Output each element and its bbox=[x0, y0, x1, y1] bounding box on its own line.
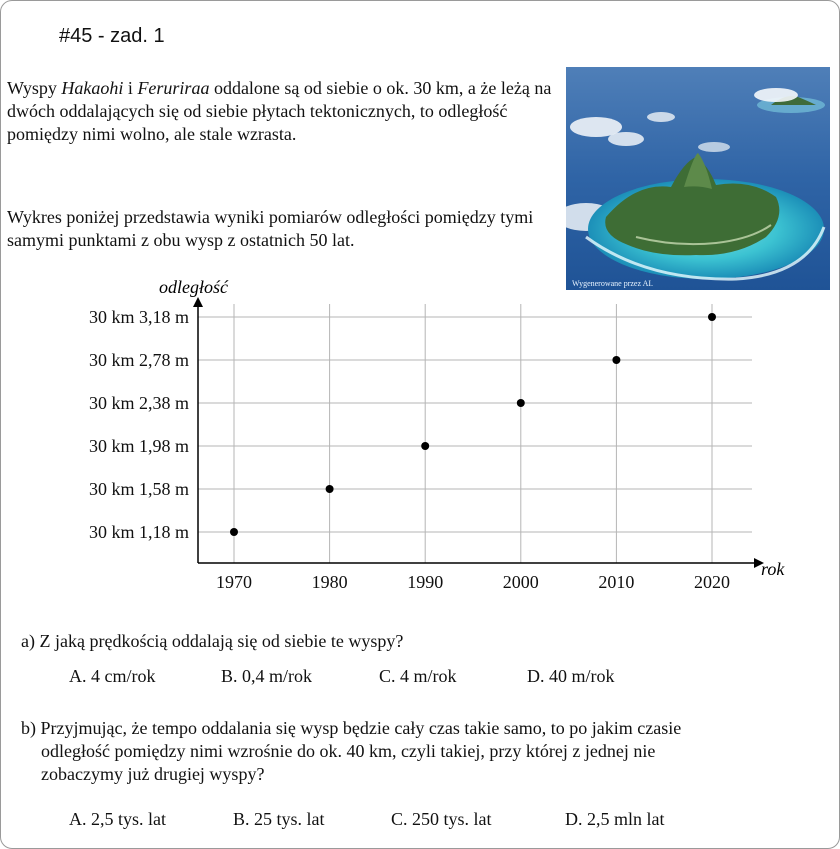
x-tick-label-1: 1980 bbox=[311, 572, 348, 591]
data-point-2000 bbox=[517, 399, 525, 407]
x-tick-label-2: 1990 bbox=[407, 572, 444, 591]
option-a-d[interactable]: D. 40 m/rok bbox=[527, 666, 615, 686]
island-photo bbox=[566, 67, 830, 290]
photo-credit: Wygenerowane przez AI. bbox=[572, 279, 654, 288]
distance-chart bbox=[1, 271, 840, 591]
y-tick-label-2: 30 km 1,98 m bbox=[88, 436, 189, 456]
y-tick-label-1: 30 km 1,58 m bbox=[88, 479, 189, 499]
question-b-line-3: zobaczymy już drugiej wyspy? bbox=[41, 764, 265, 784]
intro-text-start: Wyspy bbox=[7, 78, 62, 98]
island-photo-image bbox=[566, 67, 830, 290]
island-name-1: Hakaohi bbox=[61, 78, 124, 98]
x-tick-labels bbox=[216, 572, 730, 591]
data-point-1970 bbox=[230, 528, 238, 536]
data-points bbox=[230, 313, 716, 536]
y-tick-label-3: 30 km 2,38 m bbox=[88, 393, 189, 413]
y-tick-labels bbox=[89, 307, 189, 542]
x-tick-label-3: 2000 bbox=[502, 572, 539, 591]
question-b-line-1: b) Przyjmując, że tempo oddalania się wysp będzie cały czas takie samo, to po jakim czasie bbox=[21, 718, 682, 738]
data-point-2020 bbox=[708, 313, 716, 321]
data-point-1990 bbox=[421, 442, 429, 450]
question-a: a) Z jaką prędkością oddalają się od siebie te wyspy? bbox=[21, 631, 404, 651]
x-tick-label-0: 1970 bbox=[216, 572, 252, 591]
intro-text-mid: i bbox=[123, 78, 138, 98]
y-tick-label-4: 30 km 2,78 m bbox=[88, 350, 189, 370]
y-tick-label-5: 30 km 3,18 m bbox=[88, 307, 189, 327]
data-point-1980 bbox=[326, 485, 334, 493]
y-axis-arrow bbox=[193, 297, 203, 307]
exercise-title: #45 - zad. 1 bbox=[59, 25, 165, 47]
x-tick-label-4: 2010 bbox=[598, 572, 635, 591]
chart-gridlines bbox=[198, 304, 752, 563]
option-a-b[interactable]: B. 0,4 m/rok bbox=[221, 666, 313, 686]
x-axis-label: rok bbox=[761, 559, 785, 579]
island-name-2: Feruriraa bbox=[137, 78, 210, 98]
x-tick-label-5: 2020 bbox=[694, 572, 730, 591]
option-a-c[interactable]: C. 4 m/rok bbox=[379, 666, 457, 686]
y-axis-label: odległość bbox=[159, 277, 228, 297]
option-b-c[interactable]: C. 250 tys. lat bbox=[391, 809, 492, 829]
option-b-a[interactable]: A. 2,5 tys. lat bbox=[69, 809, 166, 829]
data-point-2010 bbox=[612, 356, 620, 364]
question-b-line-2: odległość pomiędzy nimi wzrośnie do ok. 40 km, czyli takiej, przy której z jednej nie bbox=[41, 741, 656, 761]
y-tick-label-0: 30 km 1,18 m bbox=[88, 522, 189, 542]
intro-paragraph bbox=[7, 77, 562, 146]
option-a-a[interactable]: A. 4 cm/rok bbox=[69, 666, 156, 686]
question-b bbox=[21, 717, 811, 786]
intro-text-end: oddalone są od siebie o ok. 30 km, a że leżą na dwóch oddalających się od siebie płytach tektonicznych, to odległość pomiędzy nimi wolno, ale stale wzrasta. bbox=[7, 78, 552, 144]
option-b-d[interactable]: D. 2,5 mln lat bbox=[565, 809, 665, 829]
chart-description: Wykres poniżej przedstawia wyniki pomiarów odległości pomiędzy tymi samymi punktami z obu wysp z ostatnich 50 lat. bbox=[7, 207, 534, 250]
option-b-b[interactable]: B. 25 tys. lat bbox=[233, 809, 325, 829]
